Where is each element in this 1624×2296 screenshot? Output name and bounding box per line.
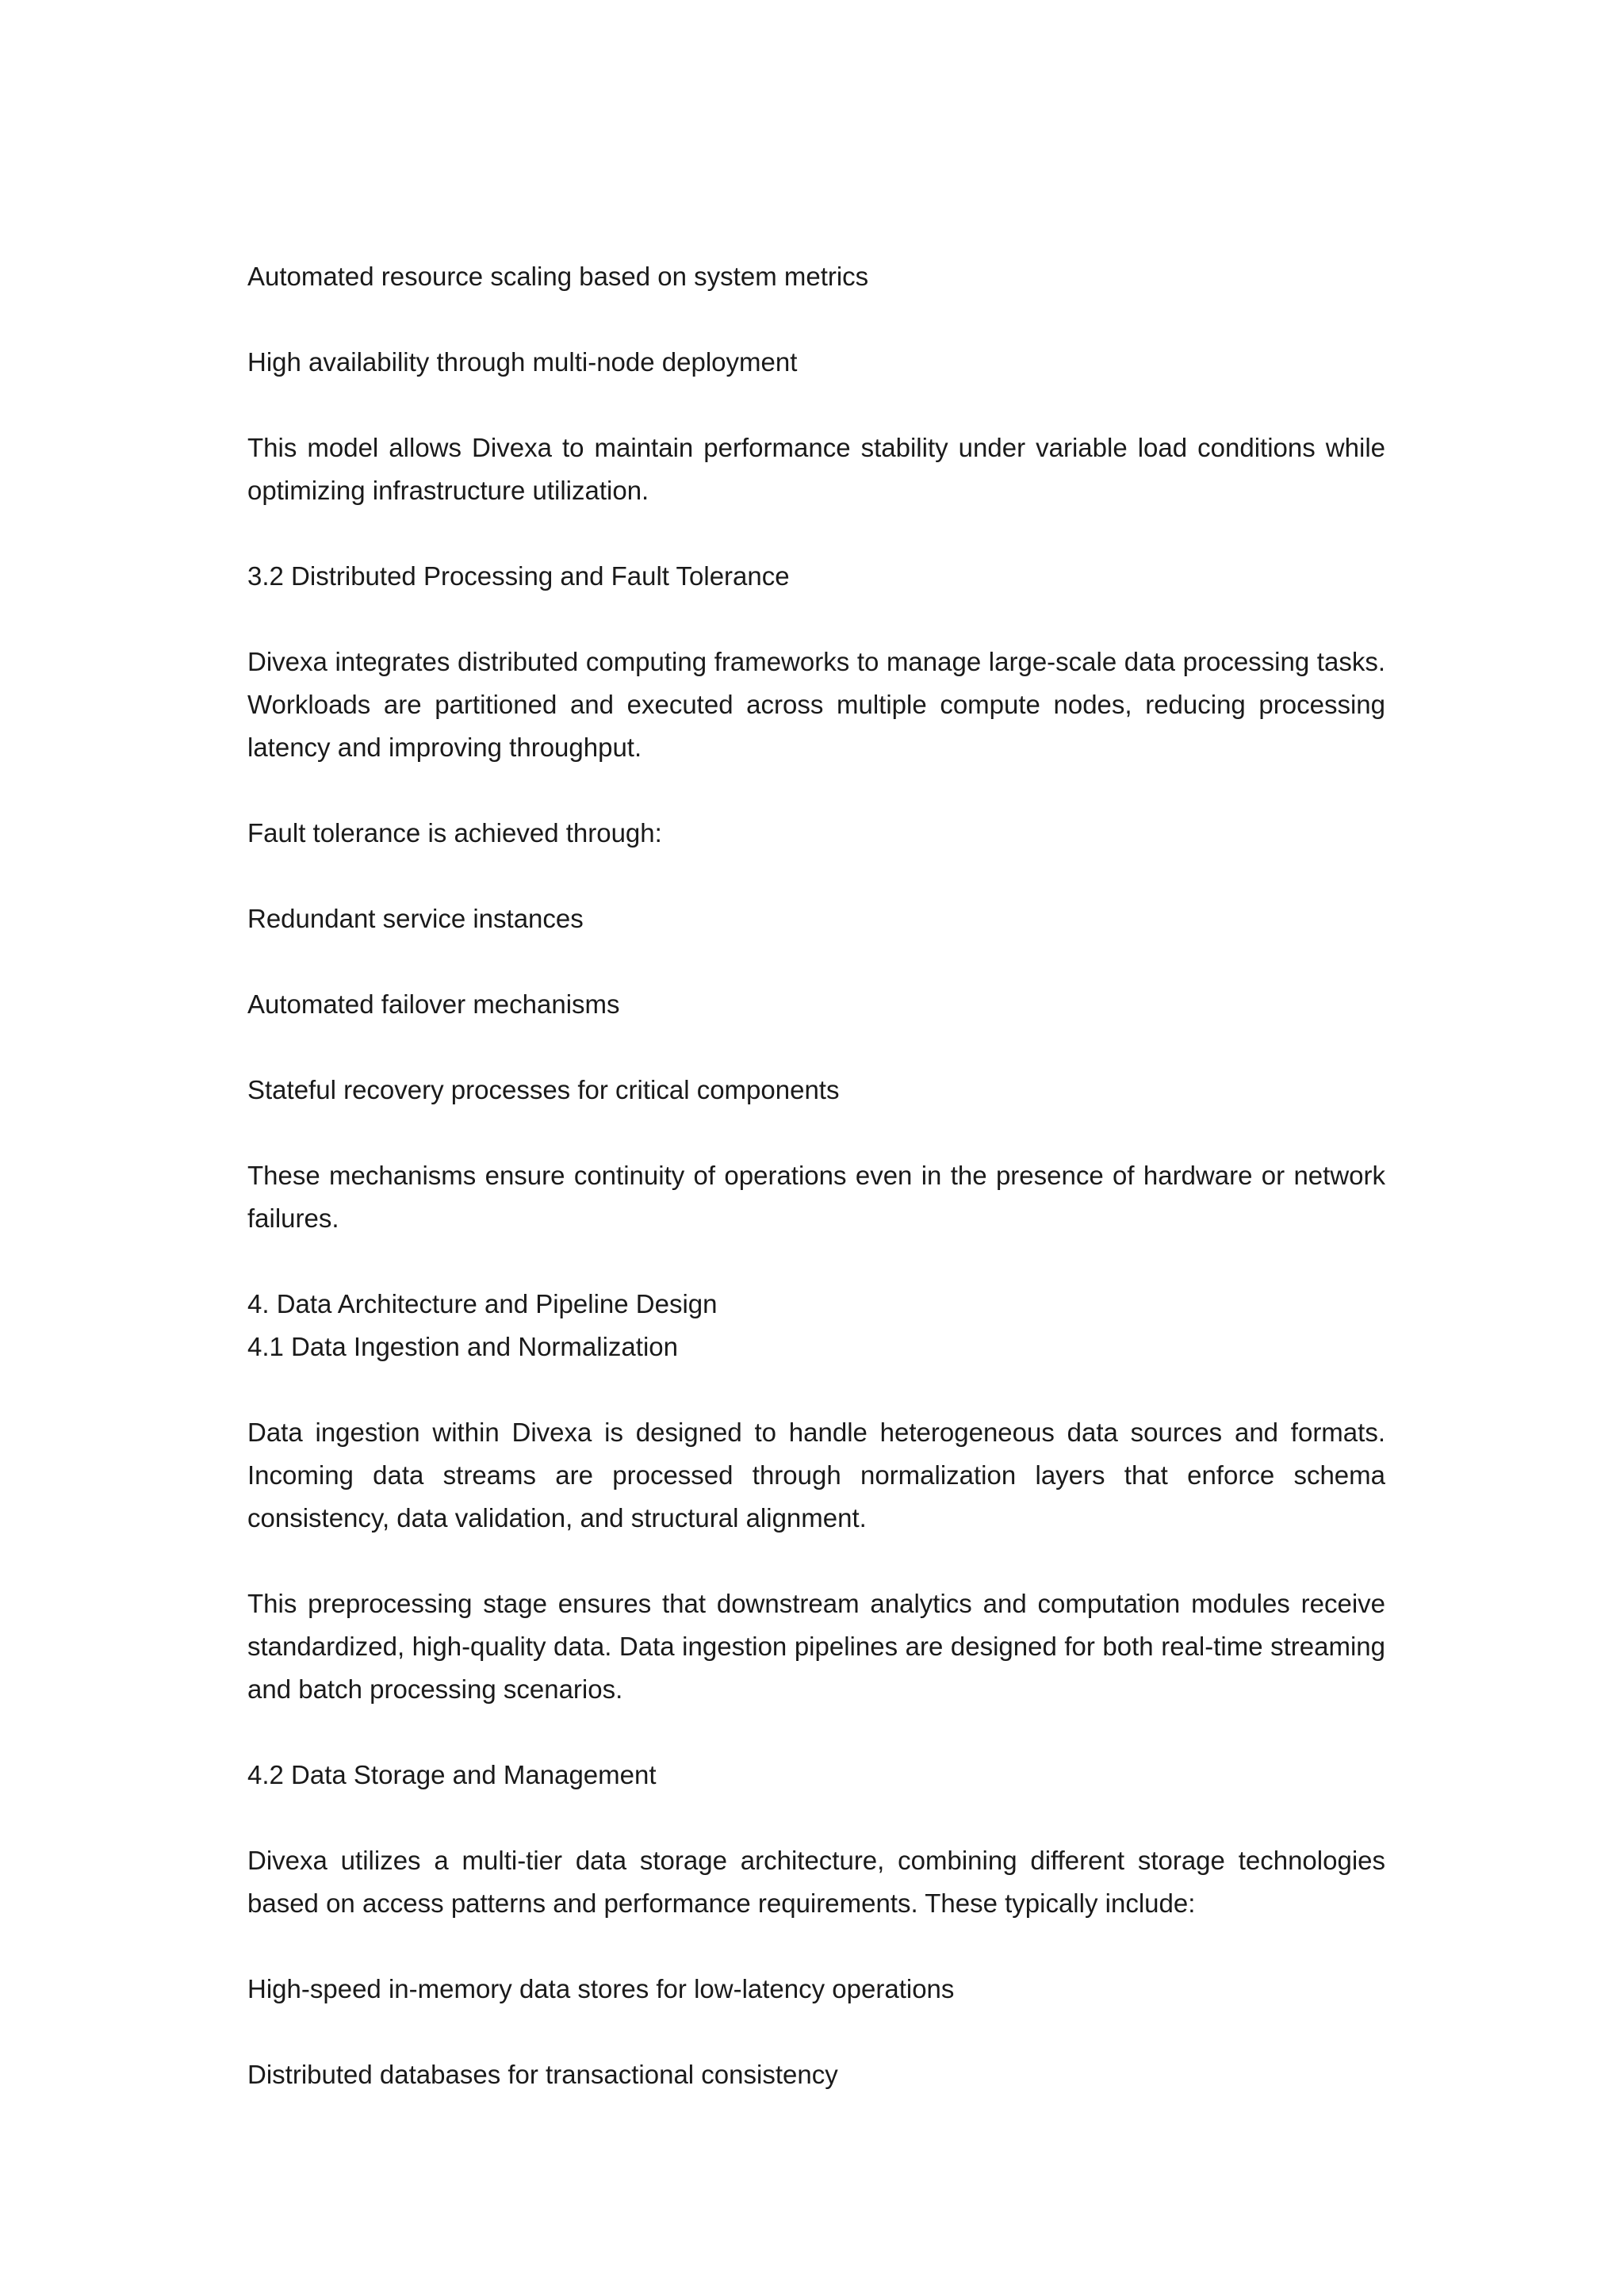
paragraph-fault-tolerance-intro: Fault tolerance is achieved through: [247, 818, 662, 848]
paragraph-continuity: These mechanisms ensure continuity of operations even in the presence of hardware or network failures. [247, 1161, 1385, 1233]
paragraph-storage-architecture: Divexa utilizes a multi-tier data storage architecture, combining different storage technologies based on access patterns and performance requirements. These typically include: [247, 1846, 1385, 1918]
section-heading-4-1: 4.1 Data Ingestion and Normalization [247, 1332, 678, 1361]
list-item-in-memory-stores: High-speed in-memory data stores for low-latency operations [247, 1974, 955, 2003]
section-heading-4: 4. Data Architecture and Pipeline Design [247, 1289, 718, 1318]
list-item-distributed-databases: Distributed databases for transactional consistency [247, 2060, 838, 2089]
list-item-stateful-recovery: Stateful recovery processes for critical components [247, 1075, 840, 1104]
paragraph-model-summary: This model allows Divexa to maintain performance stability under variable load conditions while optimizing infrastructure utilization. [247, 433, 1385, 505]
paragraph-preprocessing: This preprocessing stage ensures that downstream analytics and computation modules receive standardized, high-quality data. Data ingestion pipelines are designed for both real-time streaming and batch processing scenarios. [247, 1589, 1385, 1704]
paragraph-distributed-processing: Divexa integrates distributed computing frameworks to manage large-scale data processing tasks. Workloads are partitioned and executed across multiple compute nodes, reducing processing latency and improving throughput. [247, 647, 1385, 762]
list-item-resource-scaling: Automated resource scaling based on system metrics [247, 262, 869, 291]
document-body [247, 255, 1385, 2096]
section-heading-3-2: 3.2 Distributed Processing and Fault Tolerance [247, 561, 790, 591]
paragraph-data-ingestion: Data ingestion within Divexa is designed to handle heterogeneous data sources and formats. Incoming data streams are processed through normalization layers that enforce schema consistency, data validation, and structural alignment. [247, 1418, 1385, 1533]
list-item-high-availability: High availability through multi-node deployment [247, 347, 798, 377]
list-item-redundant-instances: Redundant service instances [247, 904, 584, 933]
section-heading-4-2: 4.2 Data Storage and Management [247, 1760, 657, 1789]
list-item-failover: Automated failover mechanisms [247, 989, 620, 1019]
